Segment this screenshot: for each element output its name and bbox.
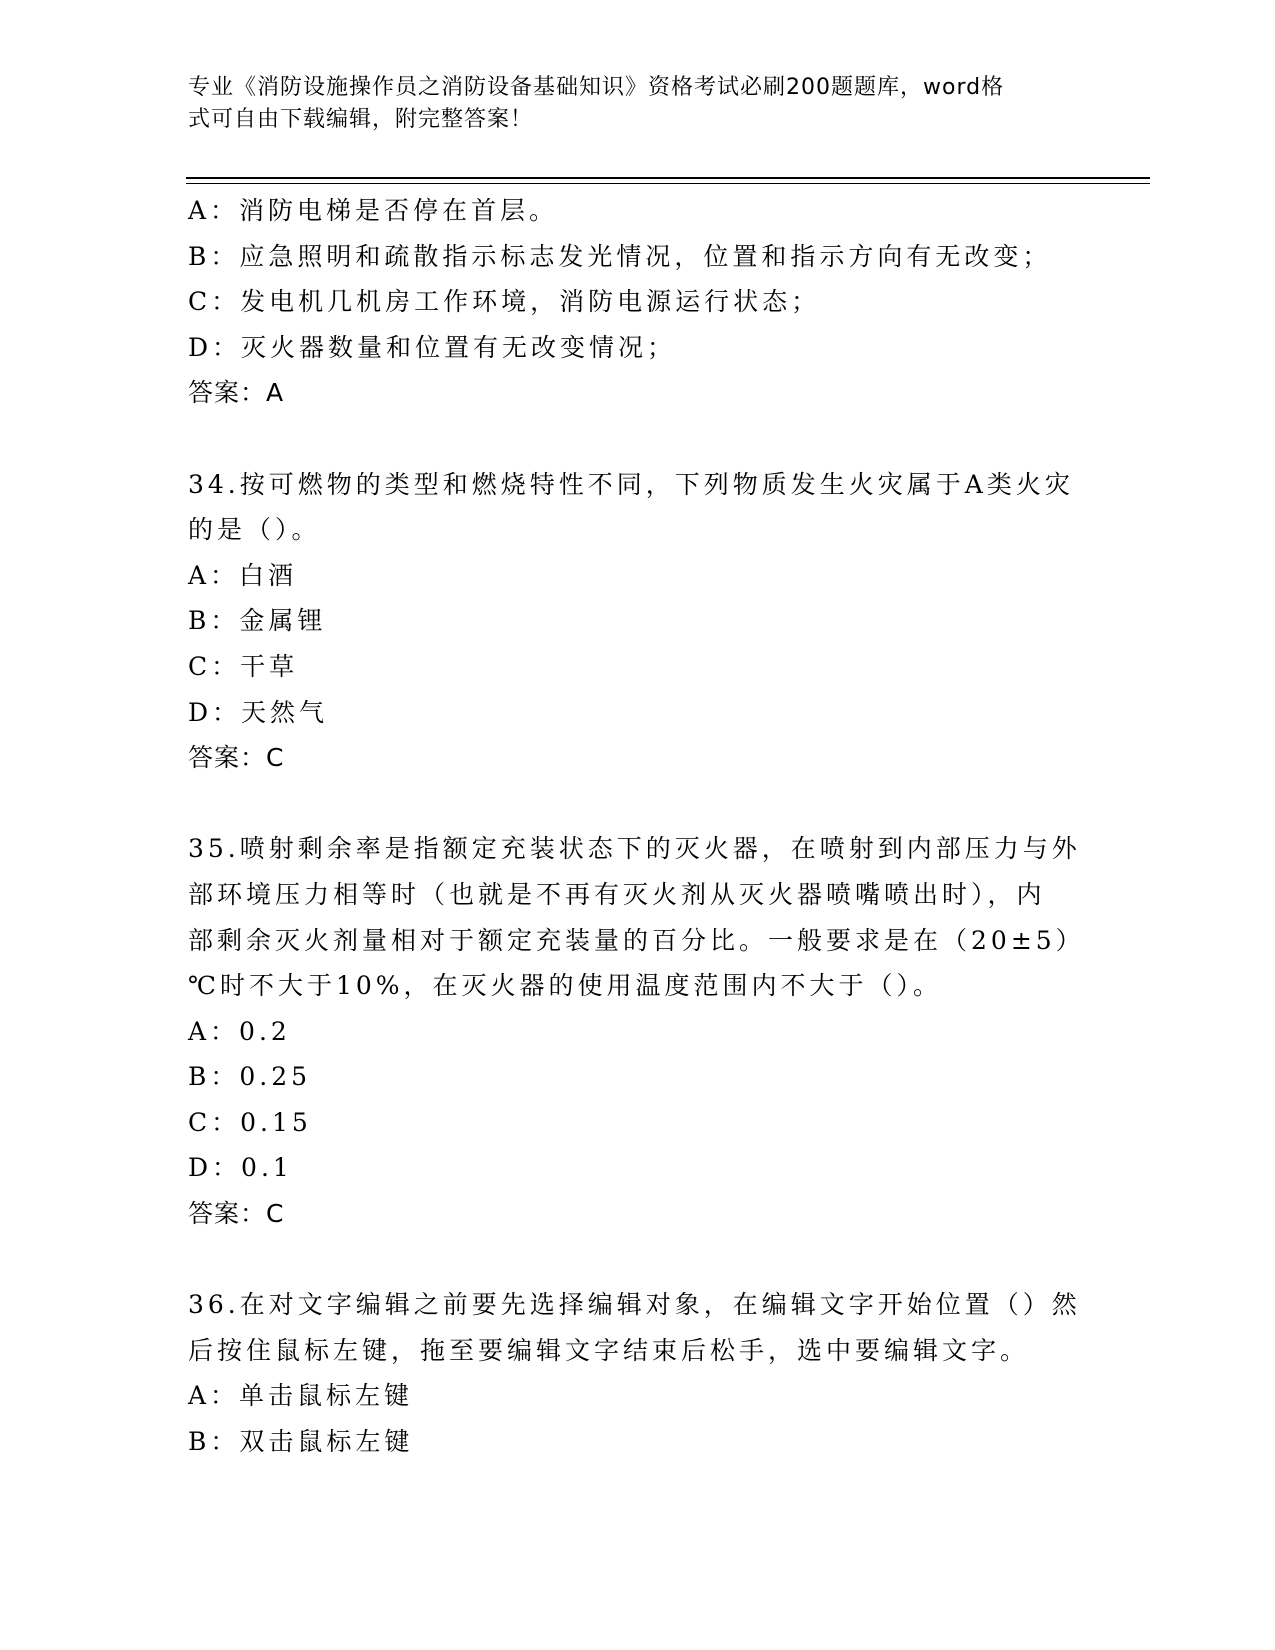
q36-stem-line-1: 36.在对文字编辑之前要先选择编辑对象，在编辑文字开始位置（）然 — [188, 1290, 1081, 1320]
q35-stem-line-4: ℃时不大于10%，在灭火器的使用温度范围内不大于（）。 — [188, 971, 943, 1001]
q34-option-c: C：干草 — [188, 651, 299, 681]
question-36 — [188, 1282, 1088, 1464]
q35-stem-line-3: 部剩余灭火剂量相对于额定充装量的百分比。一般要求是在（20±5） — [188, 925, 1085, 955]
q34-stem-line-2: 的是（）。 — [188, 515, 321, 545]
q34-stem-line-1: 34.按可燃物的类型和燃烧特性不同，下列物质发生火灾属于A类火灾 — [188, 469, 1074, 499]
q34-answer: 答案：C — [188, 743, 285, 773]
q33-option-a: A：消防电梯是否停在首层。 — [188, 196, 559, 225]
q33-option-b: B：应急照明和疏散指示标志发光情况，位置和指示方向有无改变； — [188, 241, 1052, 271]
spacer — [188, 781, 1088, 827]
q34-option-d: D：天然气 — [188, 697, 329, 727]
spacer — [188, 1237, 1088, 1283]
q36-option-a: A：单击鼠标左键 — [188, 1381, 414, 1411]
q36-stem-line-2: 后按住鼠标左键，拖至要编辑文字结束后松手，选中要编辑文字。 — [188, 1335, 1030, 1365]
document-header — [188, 72, 1068, 136]
q35-stem-line-2: 部环境压力相等时（也就是不再有灭火剂从灭火器喷嘴喷出时），内 — [188, 879, 1046, 909]
question-list — [188, 188, 1088, 1465]
header-title-line-1: 专业《消防设施操作员之消防设备基础知识》资格考试必刷200题题库，word格 — [188, 75, 1005, 100]
q36-option-b: B：双击鼠标左键 — [188, 1427, 414, 1457]
spacer — [188, 416, 1088, 462]
header-title-line-2: 式可自由下载编辑，附完整答案！ — [188, 107, 534, 132]
q34-option-b: B：金属锂 — [188, 606, 327, 636]
q33-option-d: D：灭火器数量和位置有无改变情况； — [188, 332, 677, 362]
q35-option-d: D：0.1 — [188, 1153, 293, 1183]
question-34 — [188, 462, 1088, 781]
header-divider-thin — [186, 183, 1150, 184]
q35-answer: 答案：C — [188, 1199, 285, 1229]
question-35 — [188, 826, 1088, 1236]
q35-stem-line-1: 35.喷射剩余率是指额定充装状态下的灭火器，在喷射到内部压力与外 — [188, 834, 1081, 864]
q35-option-a: A：0.2 — [188, 1016, 291, 1046]
q34-option-a: A：白酒 — [188, 560, 298, 590]
q35-option-b: B：0.25 — [188, 1062, 312, 1092]
q35-option-c: C：0.15 — [188, 1107, 312, 1137]
q33-answer: 答案：A — [188, 378, 285, 408]
q33-option-c: C：发电机几机房工作环境，消防电源运行状态； — [188, 287, 821, 317]
header-divider-thick — [186, 177, 1150, 179]
question-33 — [188, 188, 1088, 416]
